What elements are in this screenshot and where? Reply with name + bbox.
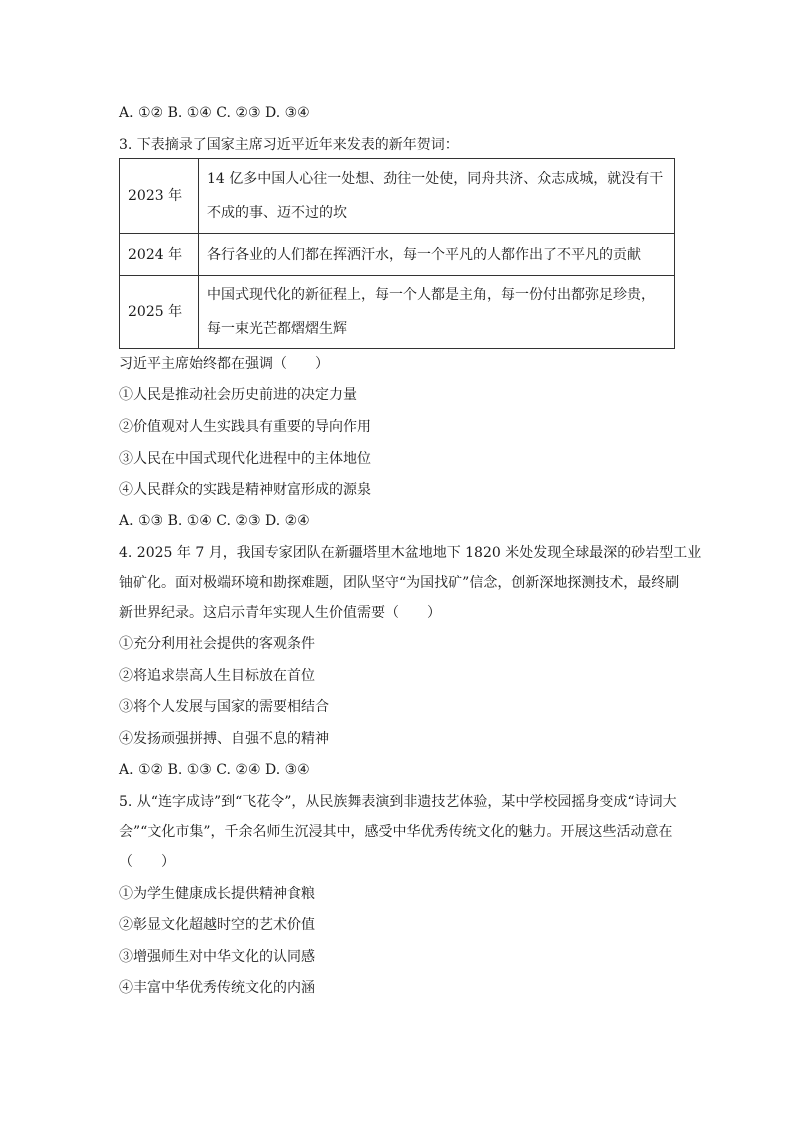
q4-option-1: ①充分利用社会提供的客观条件 [119, 636, 315, 652]
q2-answers: A. ①② B. ①④ C. ②③ D. ③④ [119, 105, 310, 121]
q5-stem-line-3: （ ） [119, 854, 175, 870]
q5-stem-line-1: 5. 从“连字成诗”到“飞花令”，从民族舞表演到非遗技艺体验，某中学校园摇身变成“诗词大 [119, 794, 677, 810]
table-row [120, 159, 675, 234]
q4-answers: A. ①② B. ①③ C. ②④ D. ③④ [119, 762, 310, 778]
quote-cell: 各行各业的人们都在挥洒汗水，每一个平凡的人都作出了不平凡的贡献 [199, 234, 675, 276]
q3-answers: A. ①③ B. ①④ C. ②③ D. ②④ [119, 513, 310, 529]
q4-stem-line-1: 4. 2025 年 7 月，我国专家团队在新疆塔里木盆地地下 1820 米处发现全球最深的砂岩型工业 [119, 545, 702, 561]
q4-stem-line-3: 新世界纪录。这启示青年实现人生价值需要（ ） [119, 605, 441, 621]
q3-stem: 3. 下表摘录了国家主席习近平近年来发表的新年贺词： [119, 137, 459, 153]
q3-question: 习近平主席始终都在强调（ ） [119, 356, 329, 372]
q5-option-3: ③增强师生对中华文化的认同感 [119, 949, 315, 965]
q4-option-3: ③将个人发展与国家的需要相结合 [119, 699, 329, 715]
quote-cell: 中国式现代化的新征程上，每一个人都是主角，每一份付出都弥足珍贵，每一束光芒都熠熠生辉 [199, 276, 675, 349]
q4-option-4: ④发扬顽强拼搏、自强不息的精神 [119, 731, 329, 747]
table-row [120, 234, 675, 276]
q4-stem-line-2: 铀矿化。面对极端环境和勘探难题，团队坚守“为国找矿”信念，创新深地探测技术，最终刷 [119, 575, 680, 591]
q3-option-1: ①人民是推动社会历史前进的决定力量 [119, 387, 357, 403]
q5-stem-line-2: 会”“文化市集”，千余名师生沉浸其中，感受中华优秀传统文化的魅力。开展这些活动意在 [119, 824, 673, 840]
year-cell: 2023 年 [120, 159, 199, 234]
q5-option-2: ②彰显文化超越时空的艺术价值 [119, 917, 315, 933]
year-cell: 2024 年 [120, 234, 199, 276]
q3-option-4: ④人民群众的实践是精神财富形成的源泉 [119, 482, 371, 498]
q3-option-2: ②价值观对人生实践具有重要的导向作用 [119, 419, 371, 435]
q3-option-3: ③人民在中国式现代化进程中的主体地位 [119, 451, 371, 467]
new-year-quotes-table [119, 158, 675, 349]
quote-cell: 14 亿多中国人心往一处想、劲往一处使，同舟共济、众志成城，就没有干不成的事、迈不过的坎 [199, 159, 675, 234]
year-cell: 2025 年 [120, 276, 199, 349]
q5-option-1: ①为学生健康成长提供精神食粮 [119, 886, 315, 902]
q5-option-4: ④丰富中华优秀传统文化的内涵 [119, 980, 315, 996]
table-row [120, 276, 675, 349]
q4-option-2: ②将追求崇高人生目标放在首位 [119, 668, 315, 684]
